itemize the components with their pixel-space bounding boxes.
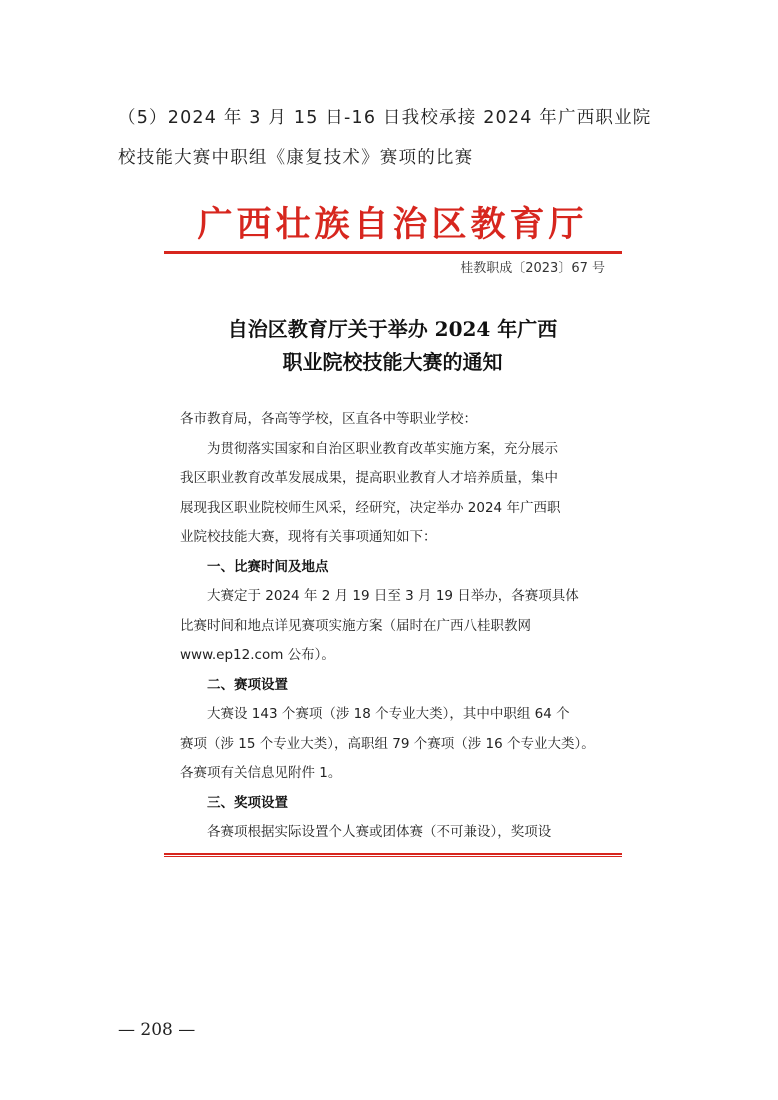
body-text-line: 各赛项有关信息见附件 1。 xyxy=(180,765,342,781)
notice-title xyxy=(150,313,635,379)
red-header-rule xyxy=(164,251,622,254)
notice-body xyxy=(180,405,610,848)
scanned-notice-document xyxy=(150,185,635,875)
body-text-line: 业院校技能大赛，现将有关事项通知如下： xyxy=(180,529,437,545)
body-text-line: 大赛设 143 个赛项（涉 18 个专业大类），其中中职组 64 个 xyxy=(207,706,570,722)
body-text-line: www.ep12.com 公布）。 xyxy=(180,647,335,663)
issuing-organization: 广西壮族自治区教育厅 xyxy=(197,204,588,245)
body-text-line: 各市教育局，各高等学校，区直各中等职业学校： xyxy=(180,411,477,427)
body-text-line: 赛项（涉 15 个专业大类），高职组 79 个赛项（涉 16 个专业大类）。 xyxy=(180,735,595,752)
heading-line-1: （5）2024 年 3 月 15 日-16 日我校承接 2024 年广西职业院 xyxy=(118,108,652,128)
notice-title-line-2: 职业院校技能大赛的通知 xyxy=(282,350,503,374)
heading-line-2: 校技能大赛中职组《康复技术》赛项的比赛 xyxy=(118,148,474,168)
body-text-line: 大赛定于 2024 年 2 月 19 日至 3 月 19 日举办，各赛项具体 xyxy=(207,588,579,604)
red-footer-rule xyxy=(164,853,622,857)
document-number: 桂教职成〔2023〕67 号 xyxy=(460,261,605,276)
body-text-line: 我区职业教育改革发展成果，提高职业教育人才培养质量，集中 xyxy=(180,470,558,486)
section-heading-line: 三、奖项设置 xyxy=(207,794,288,811)
body-text-line: 各赛项根据实际设置个人赛或团体赛（不可兼设），奖项设 xyxy=(207,824,552,840)
section-heading-line: 二、赛项设置 xyxy=(207,676,288,693)
notice-title-line-1: 自治区教育厅关于举办 2024 年广西 xyxy=(227,317,558,341)
body-text-line: 为贯彻落实国家和自治区职业教育改革实施方案，充分展示 xyxy=(207,440,558,457)
page-number: — 208 — xyxy=(118,1020,196,1040)
body-text-line: 展现我区职业院校师生风采，经研究，决定举办 2024 年广西职 xyxy=(180,499,561,516)
section-heading-line: 一、比赛时间及地点 xyxy=(207,558,329,575)
section-heading xyxy=(118,98,678,178)
body-text-line: 比赛时间和地点详见赛项实施方案（届时在广西八桂职教网 xyxy=(180,617,531,634)
